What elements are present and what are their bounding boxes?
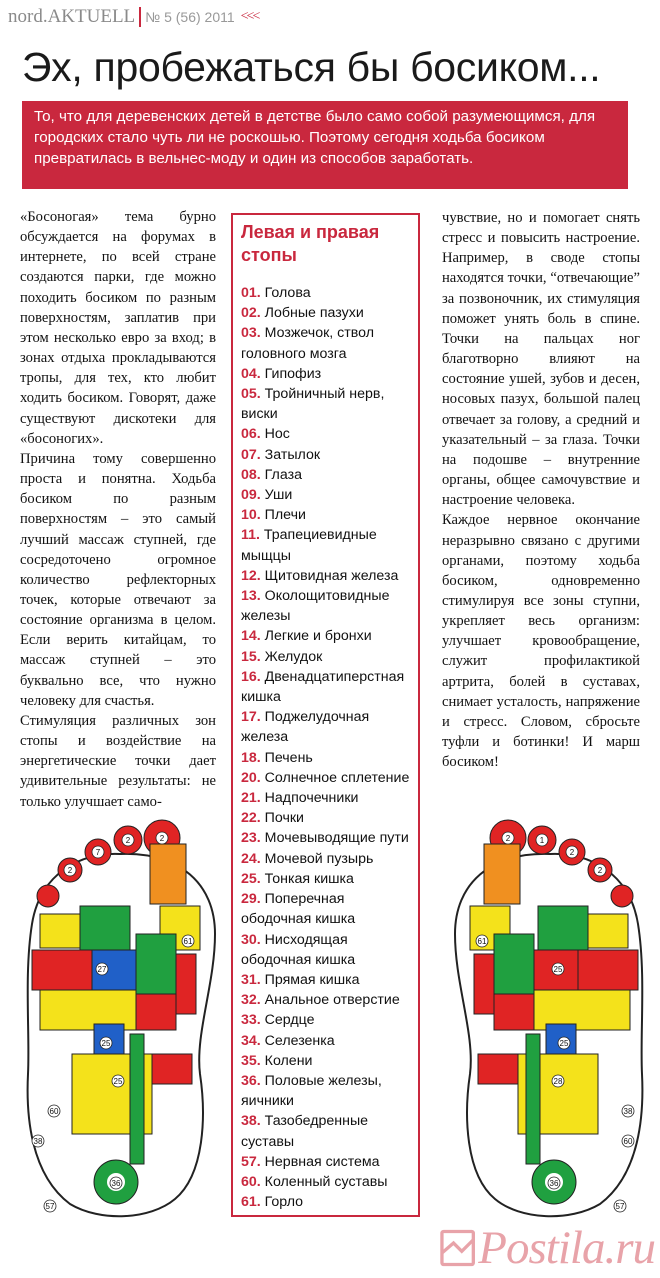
lead-block — [22, 101, 628, 189]
zone-list-item — [241, 505, 410, 525]
zone-label-number: 60 — [49, 1107, 59, 1116]
zone-label-number: 25 — [559, 1039, 569, 1048]
zone-label-number: 2 — [159, 834, 165, 843]
zone-green — [130, 1034, 144, 1164]
paragraph: Причина тому совершенно проста и понятна. Ходьба босиком по разным поверхностям – это самый лучший массаж ступней, где сосредоточено огромное количество рефлекторных точек, которые отвечают за состояние организма в целом. Если верить китайцам, то массаж ступней – это буквально все, что нужно человеку для счастья. — [20, 450, 216, 709]
zone-green — [494, 934, 534, 994]
zone-label: Гипофиз — [260, 365, 322, 382]
zone-label: Горло — [260, 1194, 304, 1211]
zone-label: Солнечное сплетение — [260, 769, 410, 786]
zone-number: 06. — [241, 426, 261, 443]
zone-number: 30. — [241, 931, 261, 948]
zone-label: Плечи — [260, 507, 306, 524]
zone-list-item — [241, 828, 410, 848]
zone-red — [32, 950, 92, 990]
postila-logo-icon — [437, 1224, 478, 1272]
zone-label: Легкие и бронхи — [260, 628, 372, 645]
zone-number: 29. — [241, 891, 261, 908]
zone-number: 60. — [241, 1173, 261, 1190]
zone-number: 09. — [241, 487, 261, 504]
zone-label: Нервная система — [260, 1153, 380, 1170]
zone-list-item — [241, 970, 410, 990]
zone-label: Почки — [260, 810, 304, 827]
zone-red — [478, 1054, 518, 1084]
zone-red — [578, 950, 638, 990]
zone-number: 24. — [241, 850, 261, 867]
zone-label: Коленный суставы — [260, 1173, 388, 1190]
zone-list-item — [241, 647, 410, 667]
zone-number: 21. — [241, 790, 261, 807]
zone-number: 03. — [241, 325, 261, 342]
zone-label: Мочевой пузырь — [260, 850, 374, 867]
zone-number: 13. — [241, 588, 261, 605]
text-column-left — [20, 207, 216, 812]
zone-list-item — [241, 869, 410, 889]
zone-label: Анальное отверстие — [260, 992, 400, 1009]
zone-label-number: 61 — [183, 937, 193, 946]
brand-name: nord.AKTUELL — [8, 6, 136, 27]
zone-label-number: 25 — [553, 965, 563, 974]
zone-label-number: 2 — [67, 866, 73, 875]
zone-number: 31. — [241, 971, 261, 988]
zone-label-number: 36 — [549, 1179, 559, 1188]
zone-label: Мочевыводящие пути — [260, 830, 409, 847]
zone-list-item — [241, 1172, 410, 1192]
lead-text: То, что для деревенских детей в детстве было само собой разумеющимся, для городских стало чуть ли не роскошью. Поэтому сегодня ходьба босиком превратилась в вельнес-моду и один из способов заработать. — [34, 108, 596, 167]
zone-label: Трапециевидные мыщцы — [241, 527, 377, 564]
right-foot-diagram — [438, 814, 660, 1224]
sidebar-title: Левая и правая стопы — [241, 222, 380, 265]
zone-number: 12. — [241, 567, 261, 584]
zone-list-item — [241, 626, 410, 646]
zone-red — [494, 994, 534, 1030]
zone-label-number: 2 — [505, 834, 511, 843]
zone-label-number: 61 — [477, 937, 487, 946]
zone-list-item — [241, 1051, 410, 1071]
zone-label: Нос — [260, 426, 290, 443]
zone-label-number: 36 — [111, 1179, 121, 1188]
zone-label: Надпочечники — [260, 790, 359, 807]
zone-list-item — [241, 849, 410, 869]
zone-number: 35. — [241, 1052, 261, 1069]
toe-zone — [611, 885, 633, 907]
zone-label: Поперечная ободочная кишка — [241, 891, 356, 928]
zone-list-item — [241, 1111, 410, 1151]
zone-label: Поджелудочная железа — [241, 709, 370, 746]
zone-label-number: 2 — [125, 836, 131, 845]
zone-list-item — [241, 707, 410, 747]
zone-label: Прямая кишка — [260, 971, 360, 988]
zone-number: 22. — [241, 810, 261, 827]
zone-label-number: 57 — [615, 1202, 625, 1211]
zone-orange — [484, 844, 520, 904]
zone-number: 15. — [241, 648, 261, 665]
zone-label: Околощитовидные железы — [241, 588, 390, 625]
zone-label-number: 1 — [539, 836, 545, 845]
zone-label-number: 28 — [553, 1077, 563, 1086]
header-divider — [139, 7, 141, 27]
zone-label: Лобные пазухи — [260, 305, 364, 322]
zone-number: 08. — [241, 466, 261, 483]
zone-label: Щитовидная железа — [260, 567, 399, 584]
zone-label: Тазобедренные суставы — [241, 1113, 369, 1150]
zone-yellow — [40, 914, 80, 948]
zone-list-item — [241, 303, 410, 323]
zone-list-item — [241, 748, 410, 768]
zone-label-number: 57 — [45, 1202, 55, 1211]
zone-number: 25. — [241, 870, 261, 887]
zone-list-item — [241, 808, 410, 828]
zone-list-item — [241, 889, 410, 929]
zone-list-item — [241, 768, 410, 788]
zone-yellow — [588, 914, 628, 948]
zone-label-number: 27 — [97, 965, 107, 974]
watermark — [437, 1224, 655, 1272]
zone-label-number: 25 — [113, 1077, 123, 1086]
zone-label: Двенадцатиперстная кишка — [241, 668, 405, 706]
zone-label-number: 25 — [101, 1039, 111, 1048]
zone-list-item — [241, 1031, 410, 1051]
paragraph: чувствие, но и помогает снять стресс и повысить настроение. Например, в своде стопы находятся точки, “отвечающие” за позвоночник, их стимуляция поможет унять боль в спине. Точки на пальцах ног благотворно влияют на состояние ушей, зубов и десен, носовых пазух, большой палец отвечает за голову, а средний и указательный – за глаза. Точки на подошве – внутренние органы, общее самочувствие и настроение человека. — [442, 210, 640, 509]
zone-list-item — [241, 788, 410, 808]
zone-label: Голова — [260, 285, 311, 301]
zone-label: Печень — [260, 749, 313, 766]
article-title: Эх, пробежаться бы босиком... — [22, 44, 601, 90]
zone-number: 20. — [241, 769, 261, 786]
zone-label: Тройничный нерв, виски — [241, 386, 385, 423]
zone-list-item — [241, 384, 410, 424]
zone-list-item — [241, 566, 410, 586]
zone-number: 34. — [241, 1032, 261, 1049]
zone-number: 07. — [241, 446, 261, 463]
zone-label: Колени — [260, 1052, 313, 1069]
zone-label-number: 7 — [95, 848, 101, 857]
zone-label-number: 2 — [569, 848, 575, 857]
zone-label: Мозжечок, ствол головного мозга — [241, 325, 374, 362]
zone-label: Нисходящая ободочная кишка — [241, 931, 356, 968]
left-foot-diagram — [10, 814, 232, 1224]
zone-green — [526, 1034, 540, 1164]
zone-list-item — [241, 323, 410, 363]
zone-label: Селезенка — [260, 1032, 335, 1049]
zone-number: 10. — [241, 507, 261, 524]
zone-red — [474, 954, 494, 1014]
zone-green — [136, 934, 176, 994]
zone-label: Желудок — [260, 648, 323, 665]
zone-list-item — [241, 667, 410, 707]
chevrons-icon: <<< — [240, 9, 259, 24]
paragraph: Стимуляция различных зон стопы и воздействие на энергетические точки дает удивительные результаты: не только улучшает само- — [20, 712, 216, 810]
zone-number: 18. — [241, 749, 261, 766]
zone-number: 17. — [241, 709, 261, 726]
paragraph: Каждое нервное окончание неразрывно связано с другими органами, поэтому ходьба босиком, одновременно стимулируя все зоны ступни, укрепляет весь организм: улучшает кровообращение, служит профилактикой артрита, болей в суставах, снимает усталость, напряжение и стресс. Словом, сбросьте туфли и ботинки! И марш босиком! — [442, 512, 640, 771]
zone-list-item — [241, 424, 410, 444]
zone-list-item — [241, 445, 410, 465]
zone-green — [538, 906, 588, 950]
zone-orange — [150, 844, 186, 904]
zone-list-item — [241, 930, 410, 970]
zone-number: 11. — [241, 527, 260, 544]
zone-number: 02. — [241, 305, 261, 322]
zone-number: 38. — [241, 1113, 261, 1130]
paragraph: «Босоногая» тема бурно обсуждается на форумах в интернете, по всей стране создаются парки, где можно походить босиком по разным поверхностям, заплатив при этом несколько евро за вход; в зонах отдыха прокладываются тропы, для тех, кто любит ходить босиком. Говорят, даже существуют дискотеки для «босоногих». — [20, 209, 216, 447]
zone-label: Уши — [260, 487, 293, 504]
zone-number: 01. — [241, 285, 261, 301]
toe-zone — [37, 885, 59, 907]
sidebar-foot-zones — [231, 213, 420, 1217]
zone-number: 16. — [241, 668, 261, 685]
zone-red — [152, 1054, 192, 1084]
text-column-right — [442, 208, 640, 772]
zone-number: 61. — [241, 1194, 261, 1211]
zone-list-item — [241, 1192, 410, 1212]
zone-label: Половые железы, яичники — [241, 1072, 382, 1110]
zone-label: Тонкая кишка — [260, 870, 354, 887]
zone-list-item — [241, 525, 410, 565]
zone-list-item — [241, 1071, 410, 1111]
zone-number: 33. — [241, 1012, 261, 1029]
zone-label: Затылок — [260, 446, 321, 463]
zone-list — [241, 283, 410, 1212]
zone-list-item — [241, 586, 410, 626]
zone-list-item — [241, 465, 410, 485]
zone-list-item — [241, 990, 410, 1010]
zone-list-item — [241, 485, 410, 505]
zone-red — [176, 954, 196, 1014]
zone-label-number: 38 — [33, 1137, 43, 1146]
zone-label-number: 2 — [597, 866, 603, 875]
masthead — [8, 4, 258, 30]
zone-label: Глаза — [260, 466, 302, 483]
zone-label: Сердце — [260, 1012, 315, 1029]
zone-number: 05. — [241, 386, 261, 403]
issue-number: № 5 (56) 2011 — [145, 9, 235, 25]
zone-list-item — [241, 364, 410, 384]
zone-list-item — [241, 1010, 410, 1030]
zone-number: 14. — [241, 628, 261, 645]
watermark-text: Postila.ru — [478, 1222, 655, 1274]
zone-list-item — [241, 1152, 410, 1172]
zone-number: 04. — [241, 365, 261, 382]
zone-green — [80, 906, 130, 950]
zone-number: 23. — [241, 830, 261, 847]
zone-red — [136, 994, 176, 1030]
zone-label-number: 60 — [623, 1137, 633, 1146]
zone-number: 57. — [241, 1153, 261, 1170]
zone-number: 36. — [241, 1072, 261, 1089]
zone-label-number: 38 — [623, 1107, 633, 1116]
zone-number: 32. — [241, 992, 261, 1009]
zone-list-item — [241, 283, 410, 303]
